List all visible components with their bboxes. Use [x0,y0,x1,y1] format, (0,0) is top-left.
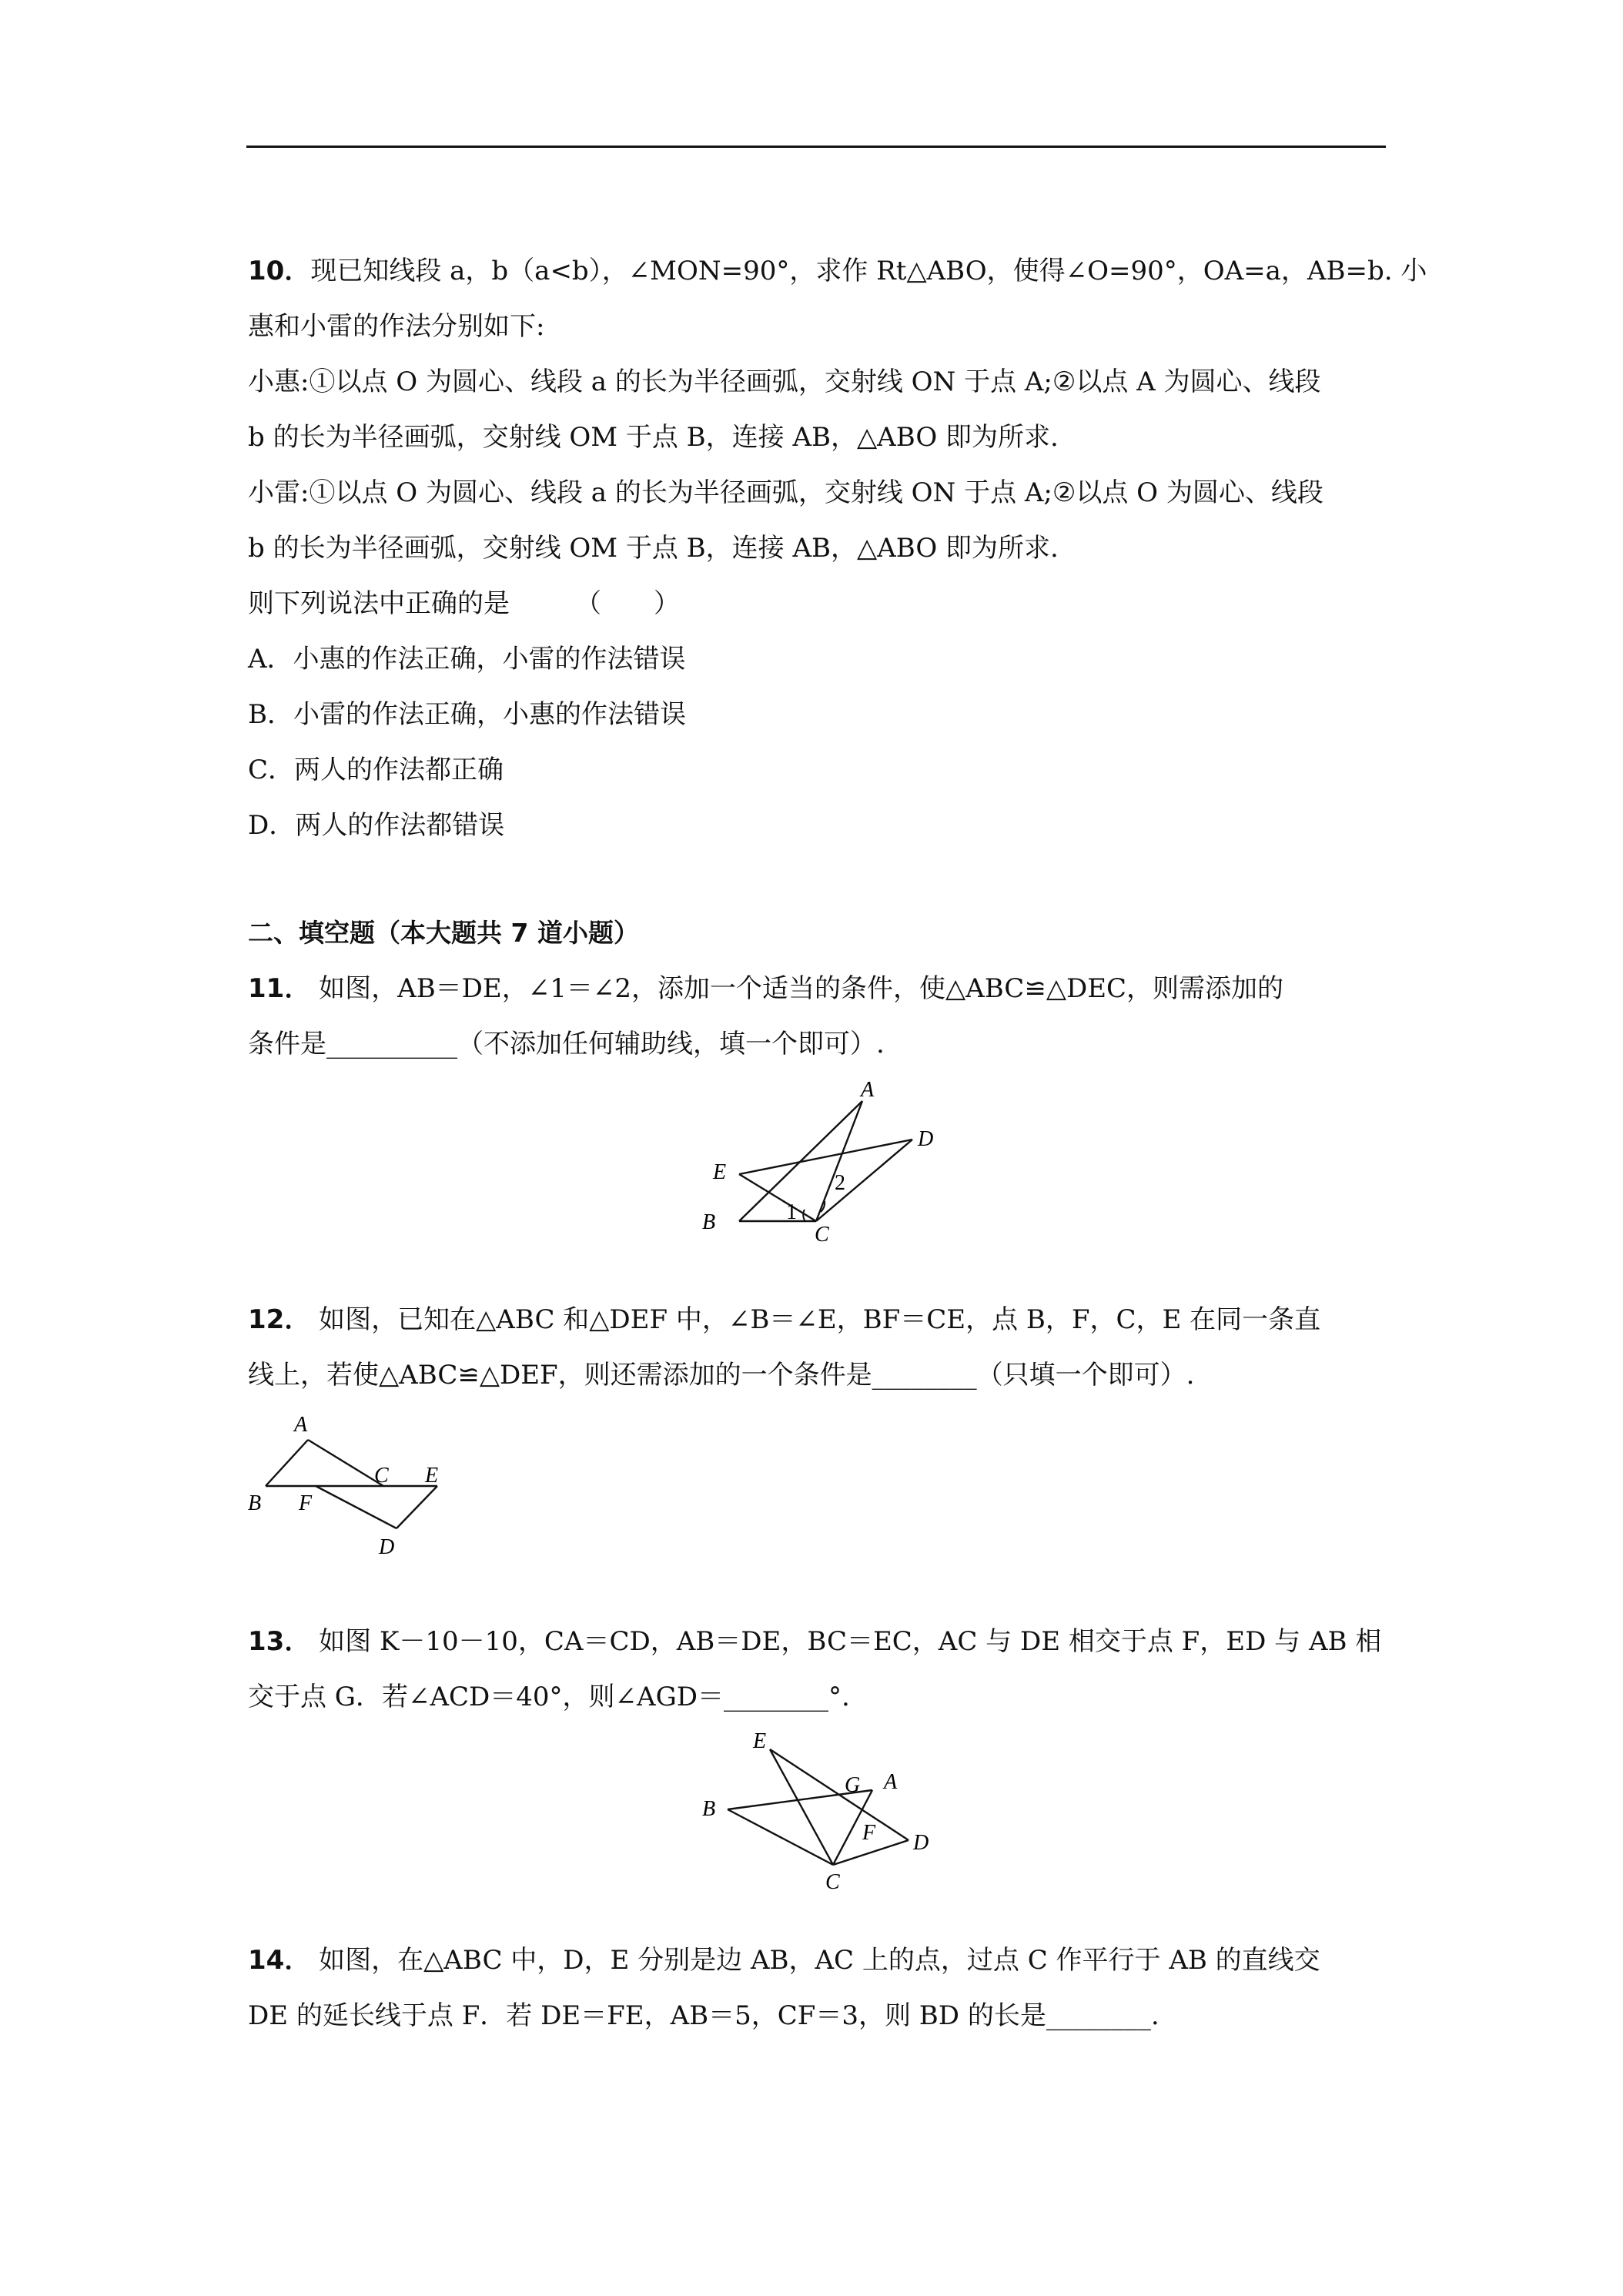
q14-line-2: DE 的延长线于点 F．若 DE＝FE，AB＝5，CF＝3，则 BD 的长是________. [248,2000,1160,2031]
q11-label-e: E [713,1160,727,1184]
q13-label-b: B [702,1797,716,1821]
q10-option-b: B．小雷的作法正确，小惠的作法错误 [248,699,686,730]
q11-label-a: A [861,1078,875,1102]
q13-figure [693,1721,955,1894]
q12-figure [239,1405,470,1567]
q11-line-1: 11． 如图，AB＝DE，∠1＝∠2，添加一个适当的条件，使△ABC≌△DEC，则需添加的 [248,973,1284,1004]
q14-line-1: 14． 如图，在△ABC 中，D，E 分别是边 AB，AC 上的点，过点 C 作平行于 AB 的直线交 [248,1945,1320,1976]
q10-option-c: C．两人的作法都正确 [248,755,504,785]
q12-label-e: E [425,1464,439,1488]
q10-line-6: b 的长为半径画弧，交射线 OM 于点 B，连接 AB，△ABO 即为所求. [248,533,1059,564]
q12-label-c: C [374,1464,389,1488]
header-rule [246,146,1386,148]
section-2-title: 二、填空题（本大题共 7 道小题） [248,918,639,948]
q11-label-1: 1 [786,1200,797,1224]
q13-label-e: E [753,1729,767,1753]
q12-line-1: 12． 如图，已知在△ABC 和△DEF 中，∠B＝∠E，BF＝CE，点 B，F，C，E 在同一条直 [248,1304,1321,1335]
q10-line-4: b 的长为半径画弧，交射线 OM 于点 B，连接 AB，△ABO 即为所求. [248,422,1059,453]
q11-number: 11． [248,973,311,1004]
q13-label-f: F [862,1821,876,1845]
q13-label-d: D [913,1831,929,1855]
q11-label-d: D [918,1127,934,1151]
q11-label-c: C [815,1223,829,1247]
q11-figure [693,1070,955,1247]
q10-line-2: 惠和小雷的作法分别如下: [248,311,545,342]
q12-label-f: F [299,1491,313,1515]
q13-line-1: 13． 如图 K－10－10，CA＝CD，AB＝DE，BC＝EC，AC 与 DE 相交于点 F，ED 与 AB 相 [248,1626,1382,1657]
q10-line-3: 小惠:①以点 O 为圆心、线段 a 的长为半径画弧，交射线 ON 于点 A;②以点 A 为圆心、线段 [248,366,1321,397]
q10-option-a: A．小惠的作法正确，小雷的作法错误 [248,644,686,674]
q10-number: 10． [248,256,311,286]
q11-label-2: 2 [835,1171,845,1195]
q10-option-d: D．两人的作法都错误 [248,810,505,841]
q12-label-d: D [379,1535,395,1559]
q13-label-c: C [825,1870,840,1894]
q11-line-2: 条件是__________（不添加任何辅助线，填一个即可）. [248,1029,885,1059]
q12-label-b: B [248,1491,262,1515]
q13-label-g: G [845,1773,861,1797]
q12-line-2: 线上，若使△ABC≌△DEF，则还需添加的一个条件是________（只填一个即可）. [248,1360,1195,1391]
q10-line-5: 小雷:①以点 O 为圆心、线段 a 的长为半径画弧，交射线 ON 于点 A;②以点 O 为圆心、线段 [248,477,1323,508]
q13-line-2: 交于点 G．若∠ACD＝40°，则∠AGD＝________°. [248,1682,850,1712]
q10-question: 则下列说法中正确的是 （ ） [248,588,680,619]
q10-line-1: 10．现已知线段 a，b（a<b），∠MON=90°，求作 Rt△ABO，使得∠O=90°，OA=a，AB=b. 小 [248,256,1427,286]
q11-label-b: B [702,1210,716,1234]
q12-label-a: A [294,1413,308,1437]
q13-number: 13． [248,1626,311,1657]
q13-label-a: A [884,1770,898,1794]
q14-number: 14． [248,1945,311,1976]
q12-number: 12． [248,1304,311,1335]
